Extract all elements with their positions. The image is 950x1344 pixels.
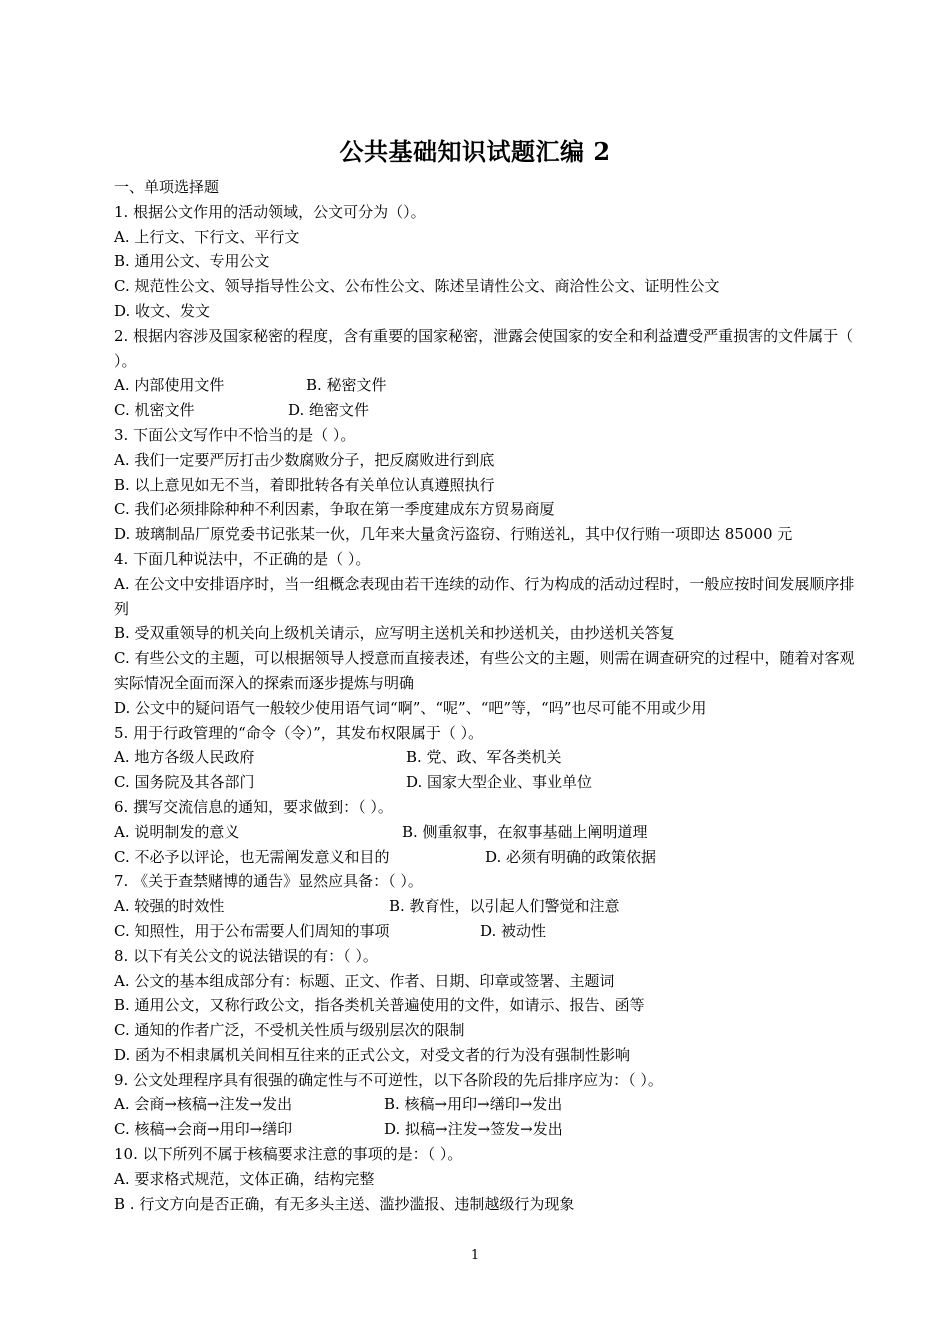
question-4-option-d: D. 公文中的疑问语气一般较少使用语气词“啊”、“呢”、“吧”等，“吗”也尽可能不用或少用: [114, 698, 707, 717]
question-4-option-c: C. 有些公文的主题，可以根据领导人授意而直接表述，有些公文的主题，则需在调查研究的过程中，随着对客观实际情况全面而深入的探索而逐步提炼与明确: [114, 649, 855, 692]
question-5-option-a: A. 地方各级人民政府: [114, 748, 255, 767]
page-number: 1: [470, 1248, 480, 1263]
question-4-stem: 4. 下面几种说法中，不正确的是（ ）。: [114, 549, 371, 568]
question-1-option-d: D. 收文、发文: [114, 301, 211, 320]
question-8-option-a: A. 公文的基本组成部分有：标题、正文、作者、日期、印章或签署、主题词: [114, 971, 615, 990]
question-2-option-d: D. 绝密文件: [288, 401, 370, 420]
question-7-option-d: D. 被动性: [480, 921, 547, 940]
question-6-stem: 6. 撰写交流信息的通知，要求做到：（ ）。: [114, 797, 393, 816]
question-7-options-row-2: [114, 919, 864, 944]
question-9-options-row-1: [114, 1092, 864, 1117]
question-9-option-a: A. 会商→核稿→注发→发出: [114, 1095, 293, 1114]
question-2-option-c: C. 机密文件: [114, 401, 195, 420]
question-6-options-row-2: [114, 845, 864, 870]
question-10-option-b: B . 行文方向是否正确，有无多头主送、滥抄滥报、违制越级行为现象: [114, 1194, 575, 1213]
question-6-option-b: B. 侧重叙事，在叙事基础上阐明道理: [402, 822, 648, 841]
question-9-option-c: C. 核稿→会商→用印→缮印: [114, 1120, 293, 1139]
question-5-option-b: B. 党、政、军各类机关: [406, 748, 562, 767]
question-3-stem: 3. 下面公文写作中不恰当的是（ ）。: [114, 425, 356, 444]
question-6-options-row-1: [114, 820, 864, 845]
document-body: [114, 175, 864, 1216]
question-6-option-c: C. 不必予以评论，也无需阐发意义和目的: [114, 847, 390, 866]
question-5-option-d: D. 国家大型企业、事业单位: [406, 773, 593, 792]
question-4-option-a: A. 在公文中安排语序时，当一组概念表现由若干连续的动作、行为构成的活动过程时，一般应按时间发展顺序排列: [114, 574, 855, 618]
question-1-option-a: A. 上行文、下行文、平行文: [114, 227, 300, 246]
question-3-option-a: A. 我们一定要严厉打击少数腐败分子，把反腐败进行到底: [114, 450, 495, 469]
question-7-option-a: A. 较强的时效性: [114, 897, 225, 916]
question-8-stem: 8. 以下有关公文的说法错误的有：（ ）。: [114, 946, 378, 965]
question-5-stem: 5. 用于行政管理的“命令（令）”，其发布权限属于（ ）。: [114, 723, 484, 742]
question-9-option-d: D. 拟稿→注发→签发→发出: [384, 1120, 563, 1139]
question-6-option-a: A. 说明制发的意义: [114, 822, 240, 841]
section-heading: 一、单项选择题: [114, 178, 220, 196]
question-2-option-a: A. 内部使用文件: [114, 376, 225, 395]
question-8-option-c: C. 通知的作者广泛，不受机关性质与级别层次的限制: [114, 1021, 465, 1040]
question-1-stem: 1. 根据公文作用的活动领域，公文可分为（）。: [114, 202, 426, 221]
question-3-option-c: C. 我们必须排除种种不利因素，争取在第一季度建成东方贸易商厦: [114, 500, 555, 519]
question-4-option-b: B. 受双重领导的机关向上级机关请示，应写明主送机关和抄送机关，由抄送机关答复: [114, 624, 675, 643]
question-10-stem: 10. 以下所列不属于核稿要求注意的事项的是：（ ）。: [114, 1145, 463, 1164]
question-2-options-row-2: [114, 398, 864, 423]
question-1-option-b: B. 通用公文、专用公文: [114, 252, 270, 271]
question-5-option-c: C. 国务院及其各部门: [114, 773, 255, 792]
question-2-option-b: B. 秘密文件: [306, 376, 387, 395]
question-9-options-row-2: [114, 1117, 864, 1142]
question-9-stem: 9. 公文处理程序具有很强的确定性与不可逆性，以下各阶段的先后排序应为：（ ）。: [114, 1070, 663, 1089]
question-3-option-d: D. 玻璃制品厂原党委书记张某一伙，几年来大量贪污盗窃、行贿送礼，其中仅行贿一项即达 85000 元: [114, 525, 793, 544]
question-7-options-row-1: [114, 894, 864, 919]
question-5-options-row-2: [114, 770, 864, 795]
question-6-option-d: D. 必须有明确的政策依据: [485, 847, 657, 866]
question-7-option-c: C. 知照性，用于公布需要人们周知的事项: [114, 921, 390, 940]
question-8-option-b: B. 通用公文，又称行政公文，指各类机关普遍使用的文件，如请示、报告、函等: [114, 996, 645, 1015]
question-2-options-row-1: [114, 373, 864, 398]
question-8-option-d: D. 函为不相隶属机关间相互往来的正式公文，对受文者的行为没有强制性影响: [114, 1045, 631, 1064]
question-10-option-a: A. 要求格式规范，文体正确，结构完整: [114, 1169, 375, 1188]
question-2-stem: 2. 根据内容涉及国家秘密的程度，含有重要的国家秘密，泄露会使国家的安全和利益遭受严重损害的文件属于（ ）。: [114, 326, 854, 370]
question-9-option-b: B. 核稿→用印→缮印→发出: [384, 1095, 563, 1114]
question-5-options-row-1: [114, 745, 864, 770]
question-7-stem: 7. 《关于查禁赌博的通告》显然应具备：（ ）。: [114, 872, 423, 891]
page-title: 公共基础知识试题汇编 2: [339, 137, 611, 166]
question-7-option-b: B. 教育性，以引起人们警觉和注意: [389, 897, 620, 916]
question-3-option-b: B. 以上意见如无不当，着即批转各有关单位认真遵照执行: [114, 475, 495, 494]
question-1-option-c: C. 规范性公文、领导指导性公文、公布性公文、陈述呈请性公文、商洽性公文、证明性公文: [114, 277, 720, 296]
